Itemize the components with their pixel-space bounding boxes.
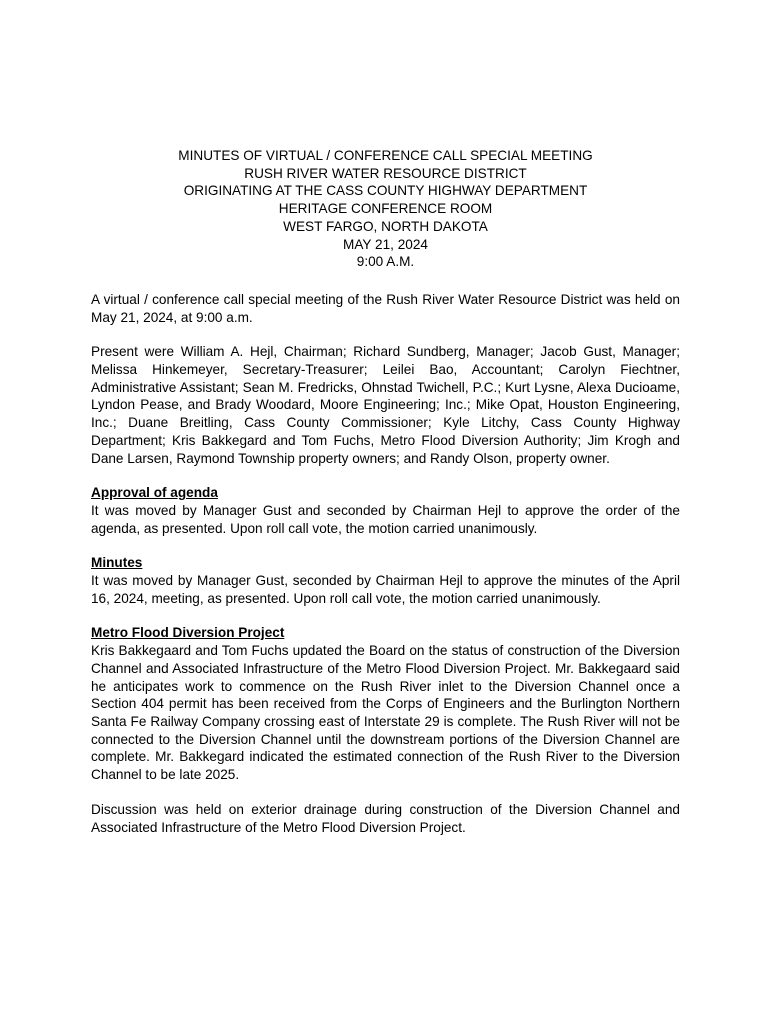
- attendees-paragraph: Present were William A. Hejl, Chairman; Richard Sundberg, Manager; Jacob Gust, Manager; Melissa Hinkemeyer, Secretary-Treasurer; Leilei Bao, Accountant; Carolyn Fiechtner, Administrative Assistant; Sean M. Fredricks, Ohnstad Twichell, P.C.; Kurt Lysne, Alexa Ducioame, Lyndon Pease, and Brady Woodard, Moore Engineering; Inc.; Mike Opat, Houston Engineering, Inc.; Duane Breitling, Cass County Commissioner; Kyle Litchy, Cass County Highway Department; Kris Bakkegard and Tom Fuchs, Metro Flood Diversion Authority; Jim Krogh and Dane Larsen, Raymond Township property owners; and Randy Olson, property owner.: [91, 344, 680, 466]
- title-line-meeting-type: MINUTES OF VIRTUAL / CONFERENCE CALL SPECIAL MEETING: [178, 148, 593, 163]
- section-body-agenda: It was moved by Manager Gust and seconded by Chairman Hejl to approve the order of the agenda, as presented. Upon roll call vote, the motion carried unanimously.: [91, 502, 680, 536]
- section-heading-minutes: Minutes: [91, 555, 143, 571]
- section-metro-flood-diversion: [91, 624, 680, 836]
- section-body-metro-discussion: Discussion was held on exterior drainage during construction of the Diversion Channel and Associated Infrastructure of the Metro Flood Diversion Project.: [91, 801, 680, 835]
- title-line-district: RUSH RIVER WATER RESOURCE DISTRICT: [244, 165, 527, 181]
- section-body-minutes: It was moved by Manager Gust, seconded by Chairman Hejl to approve the minutes of the April 16, 2024, meeting, as presented. Upon roll call vote, the motion carried unanimously.: [91, 573, 680, 606]
- title-line-date: MAY 21, 2024: [343, 236, 428, 252]
- document-page: [91, 147, 680, 853]
- meeting-title-block: [91, 147, 680, 271]
- section-body-metro: Kris Bakkegaard and Tom Fuchs updated the Board on the status of construction of the Diversion Channel and Associated Infrastructure of the Metro Flood Diversion Project. Mr. Bakkegaard said he anticipates work to commence on the Rush River inlet to the Diversion Channel once a Section 404 permit has been received from the Corps of Engineers and the Burlington Northern Santa Fe Railway Company crossing east of Interstate 29 is complete. The Rush River will not be connected to the Diversion Channel until the downstream portions of the Diversion Channel are complete. Mr. Bakkegard indicated the estimated connection of the Rush River to the Diversion Channel to be late 2025.: [91, 643, 680, 783]
- title-line-origin: ORIGINATING AT THE CASS COUNTY HIGHWAY DEPARTMENT: [183, 183, 588, 199]
- section-minutes: [91, 554, 680, 607]
- title-line-room: HERITAGE CONFERENCE ROOM: [278, 201, 493, 217]
- section-heading-agenda: Approval of agenda: [91, 485, 218, 501]
- section-approval-of-agenda: [91, 484, 680, 537]
- title-line-time: 9:00 A.M.: [356, 254, 415, 270]
- intro-paragraph: A virtual / conference call special meeting of the Rush River Water Resource District was held on May 21, 2024, at 9:00 a.m.: [91, 291, 680, 325]
- title-line-location: WEST FARGO, NORTH DAKOTA: [283, 218, 488, 234]
- section-heading-metro: Metro Flood Diversion Project: [91, 625, 285, 641]
